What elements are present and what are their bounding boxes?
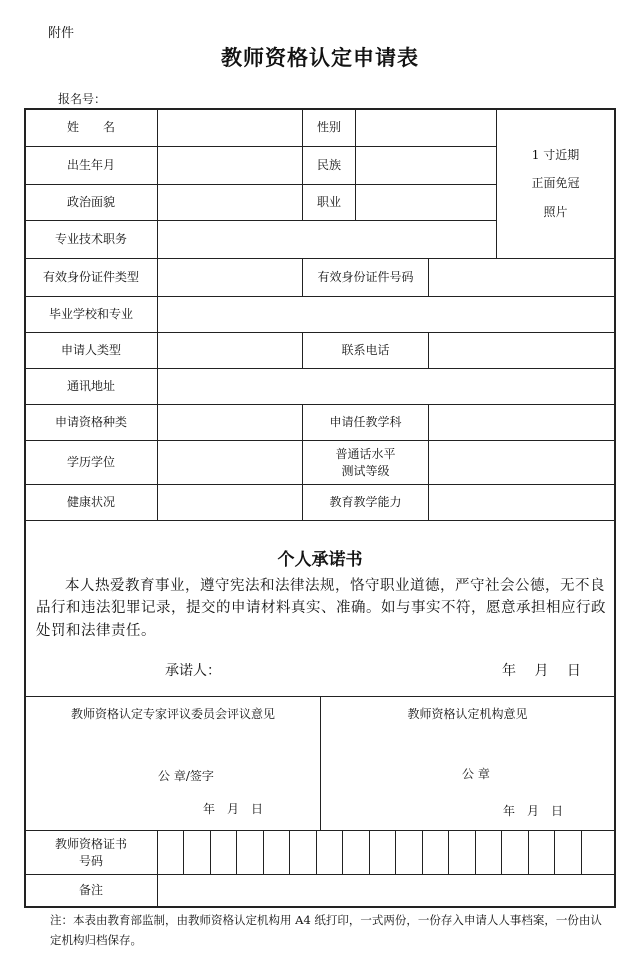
registration-number-label: 报名号： [58, 92, 107, 106]
education-label: 学历学位 [66, 455, 115, 470]
agency-opinion-title: 教师资格认定机构意见 [407, 707, 528, 721]
pledge-title: 个人承诺书 [277, 550, 363, 570]
mandarin-label-line2: 测试等级 [341, 463, 390, 478]
certificate-number-label [25, 831, 157, 874]
expert-seal-label: 公 章/签字 [158, 769, 214, 783]
birth-label: 出生年月 [66, 158, 115, 173]
applicant-type-label: 申请人类型 [60, 343, 121, 358]
cert-type-field[interactable] [158, 405, 302, 440]
ethnicity-label: 民族 [316, 158, 341, 173]
occupation-label: 职业 [316, 195, 341, 210]
phone-field[interactable] [429, 333, 614, 368]
certificate-number-boxes[interactable] [158, 831, 614, 874]
agency-seal-label: 公 章 [462, 767, 490, 781]
photo-text-2: 正面免冠 [531, 176, 580, 191]
page-title: 教师资格认定申请表 [221, 45, 419, 70]
subject-field[interactable] [429, 405, 614, 440]
cert-type-label: 申请资格种类 [54, 415, 127, 430]
certificate-label-line2: 号码 [78, 853, 103, 868]
agency-date: 年 月 日 [503, 804, 564, 818]
occupation-field[interactable] [356, 185, 496, 220]
mandarin-label-line1: 普通话水平 [335, 447, 396, 462]
education-field[interactable] [158, 441, 302, 484]
health-label: 健康状况 [66, 495, 115, 510]
name-field[interactable] [158, 109, 302, 146]
birth-field[interactable] [158, 147, 302, 184]
certificate-label-line1: 教师资格证书 [54, 837, 127, 852]
id-number-field[interactable] [429, 259, 614, 296]
footnote: 注：本表由教育部监制，由教师资格认定机构用 A4 纸打印，一式两份，一份存入申请人人事档案，一份由认定机构归档保存。 [50, 913, 602, 948]
phone-label: 联系电话 [341, 343, 390, 358]
id-type-field[interactable] [158, 259, 302, 296]
expert-date: 年 月 日 [203, 802, 264, 816]
graduation-label: 毕业学校和专业 [48, 307, 133, 322]
attachment-label: 附件 [48, 26, 75, 41]
title-duty-label: 专业技术职务 [54, 232, 127, 247]
expert-opinion-title: 教师资格认定专家评议委员会评议意见 [70, 707, 275, 721]
pledge-signer-label: 承诺人： [165, 663, 221, 679]
id-type-label: 有效身份证件类型 [42, 270, 139, 285]
remarks-field[interactable] [158, 875, 614, 906]
remarks-label: 备注 [78, 883, 103, 898]
subject-label: 申请任教学科 [329, 415, 402, 430]
id-number-label: 有效身份证件号码 [317, 270, 414, 285]
mandarin-label [303, 441, 428, 484]
photo-text-3: 照片 [543, 204, 568, 219]
mandarin-field[interactable] [429, 441, 614, 484]
photo-text-1: 1 寸近期 [531, 148, 580, 163]
applicant-type-field[interactable] [158, 333, 302, 368]
name-label: 姓 名 [66, 120, 115, 135]
pledge-date: 年 月 日 [502, 663, 581, 679]
title-duty-field[interactable] [158, 221, 496, 258]
pledge-body: 本人热爱教育事业，遵守宪法和法律法规，恪守职业道德，严守社会公德，无不良品行和违法犯罪记录，提交的申请材料真实、准确。如与事实不符，愿意承担相应行政处罚和法律责任。 [36, 578, 606, 639]
political-label: 政治面貌 [66, 195, 115, 210]
teaching-ability-label: 教育教学能力 [329, 495, 402, 510]
address-field[interactable] [158, 369, 614, 404]
ethnicity-field[interactable] [356, 147, 496, 184]
address-label: 通讯地址 [66, 379, 115, 394]
political-field[interactable] [158, 185, 302, 220]
teaching-ability-field[interactable] [429, 485, 614, 520]
gender-label: 性别 [316, 120, 341, 135]
gender-field[interactable] [356, 109, 496, 146]
graduation-field[interactable] [158, 297, 614, 332]
health-field[interactable] [158, 485, 302, 520]
photo-box [497, 109, 614, 258]
